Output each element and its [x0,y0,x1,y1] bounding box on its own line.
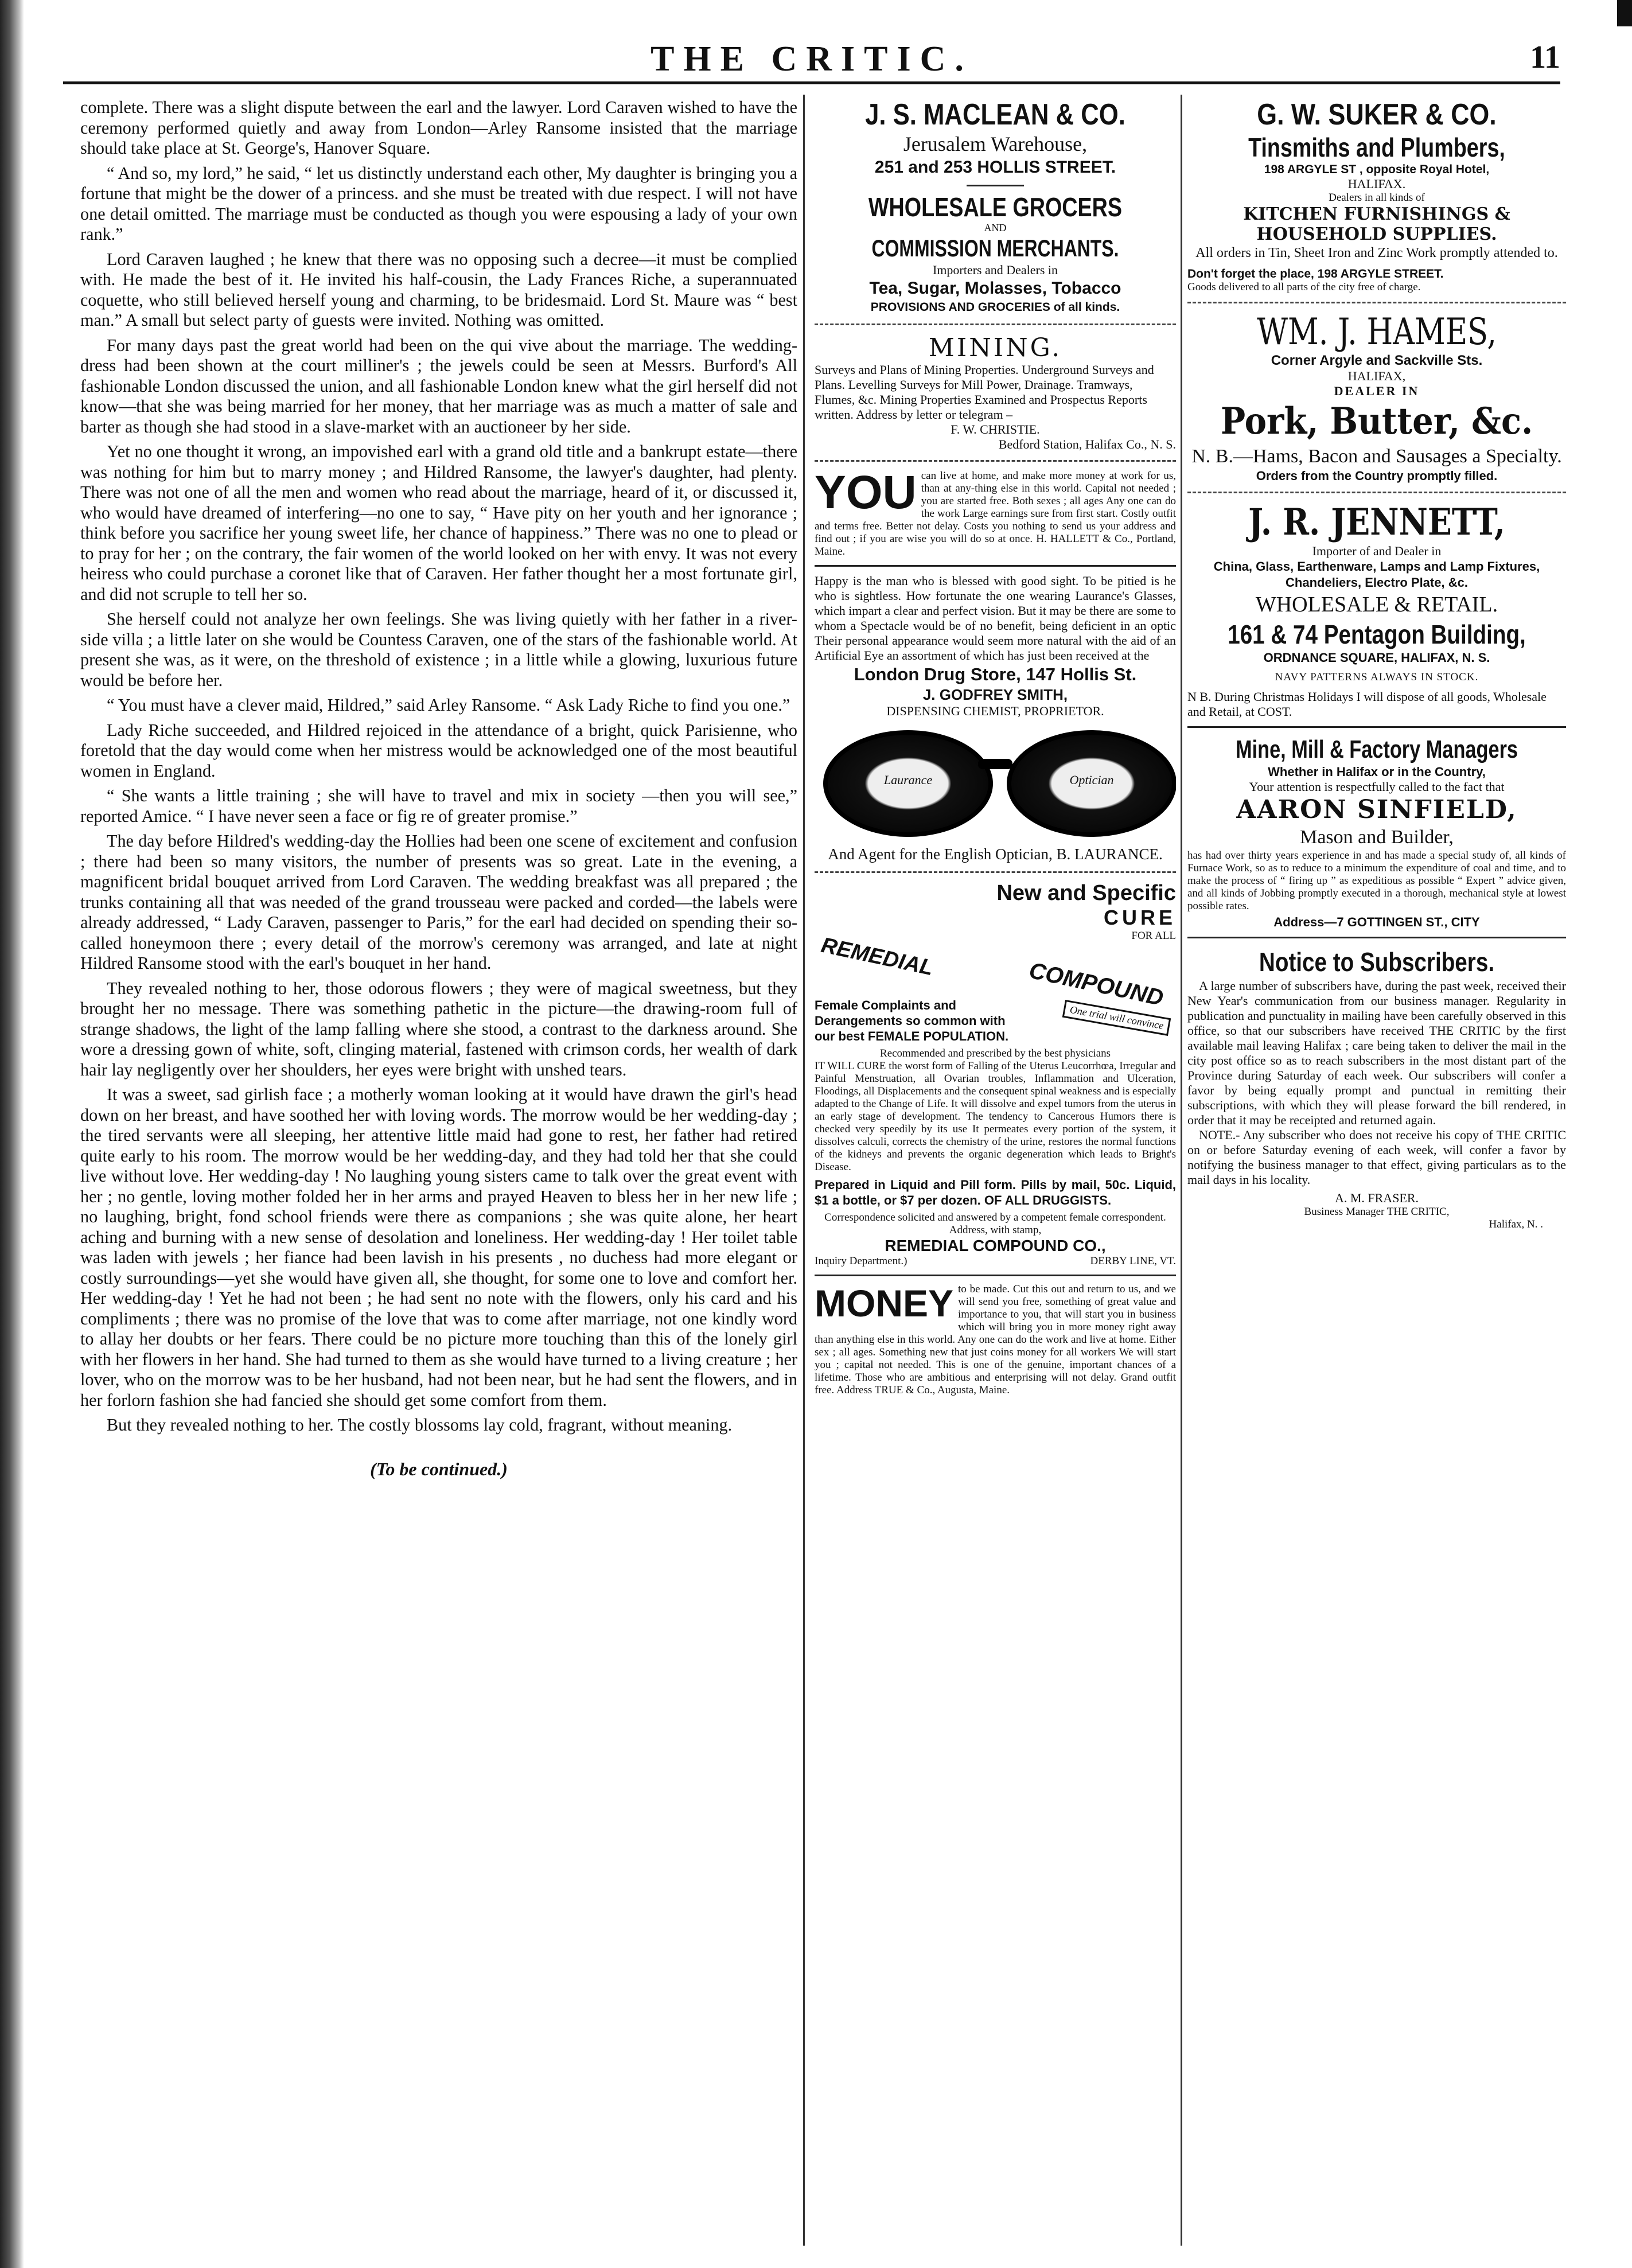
remedial-cure: CURE [1103,906,1176,929]
divider [815,460,1176,462]
eye-icon [1007,730,1176,837]
maclean-line2: COMMISSION MERCHANTS. [871,235,1119,262]
hames-ad [1187,311,1566,484]
jennett-importer: Importer of and Dealer in [1312,544,1442,558]
drug-title: DISPENSING CHEMIST, PROPRIETOR. [886,704,1104,718]
column-rule [803,95,805,2246]
remedial-corr: Correspondence solicited and answered by a competent female correspondent. Address, with stamp, [824,1211,1166,1236]
story-paragraph: The day before Hildred's wedding-day the Hollies had been one scene of excitement and confusion ; there had been so many visitors, the number of presents was so great. Late in the evening, a magnificent bridal bouquet arrived from Lord Caraven. The wedding breakfast was all prepared ; the trunks containing all that was needed of the grand trousseau were packed and corded—the labels were already addressed, “ Lady Caraven, passenger to Paris,” for the earl had decided on spending their so-called honeymoon there ; every detail of the morrow's ceremony was arranged, and late at night Hildred Ransome stood with the earl's bouquet in her hand. [80,831,797,973]
story-paragraph: It was a sweet, sad girlish face ; a motherly woman looking at it would have drawn the girl's head down on her breast, and have soothed her with loving words. The morrow would be her wedding-day ; the tired servants were all sleeping, her attentive little maid had gone to rest, her father had retired quite early to his room. The morrow would be her wedding-day, and they had told her that she could live without love. Her wedding-day ! No laughing young sisters came to talk over the great event with her ; no gentle, loving mother folded her in her arms and prayed Heaven to bless her in her new life ; no laughing, bright, fond school friends were there as companions ; she was quite alone, her heart aching and burning with a new sense of desolation and loneliness. Her wedding-day ! Her toilet table was laden with jewels ; her fiance had been lavish in his presents , no duchess had more elegant or costly surroundings—yet she would have given all, she thought, for some one to love and comfort her. Her wedding-day ! Yet he had not been ; he had sent no note with the flowers, only his card and his compliments ; there was no promise of the love that was to come after marriage, not one kindly word to allay her doubts or her fears. There could be no picture more touching than this of the lonely girl with her flowers in her hand. She had turned to them as she would have turned to a living creature ; her lover, who on the morrow was to be her husband, had not been near, but he had sent the flowers, and in her forlorn fashion she had fancied she should get some comfort from them. [80,1085,797,1410]
notice-place: Halifax, N. . [1489,1218,1543,1230]
story-paragraph: Lady Riche succeeded, and Hildred rejoiced in the attendance of a bright, quick Parisienne, who foretold that the day would come when her mistress would be acknowledged one of the most beautiful women in England. [80,720,797,781]
story-column [80,98,797,2243]
mining-text: Surveys and Plans of Mining Properties. Underground Surveys and Plans. Levelling Surveys for Mill Power, Drainage. Tramways, Flumes, &c. Mining Properties Examined and Prospectus Reports written. Address by letter or telegram – [815,363,1154,422]
drug-agent: And Agent for the English Optician, B. LAURANCE. [828,845,1163,863]
remedial-for-all: FOR ALL [1131,930,1176,942]
ads-column-right [1187,98,1566,2243]
ads-column-middle [815,98,1176,2243]
hames-dealer: DEALER IN [1334,384,1420,398]
notice-signer: A. M. FRASER. [1334,1191,1419,1205]
suker-address: 198 ARGYLE ST , opposite Royal Hotel, [1264,163,1490,176]
money-ad [815,1283,1176,1397]
money-text: to be made. Cut this out and return to us, and we will send you free, something of great value and importance to you, that will start you in business which will bring you in more money right away than anything else in this world. Any one can do the work and live at home. Either sex ; all ages. Something new that just coins money for all workers We will start you ; capital not needed. This is one of the genuine, important chances of a lifetime. Those who are ambitious and enterprising will not delay. Grand outfit free. Address TRUE & Co., Augusta, Maine. [815,1283,1176,1396]
maclean-line1: WHOLESALE GROCERS [868,192,1123,222]
story-paragraph: complete. There was a slight dispute between the earl and the lawyer. Lord Caraven wished to have the ceremony performed quietly and away from London—Arley Ransome insisted that the marriage should take place at St. George's, Hanover Square. [80,98,797,158]
sinfield-trade: Mason and Builder, [1300,827,1454,848]
to-be-continued: (To be continued.) [370,1458,508,1479]
divider [1187,492,1566,493]
sinfield-ad [1187,735,1566,930]
suker-line1: KITCHEN FURNISHINGS & [1243,204,1510,224]
spectacles-illustration [823,724,1167,839]
money-heading: MONEY [815,1283,954,1324]
divider [815,565,1176,567]
remedial-inquiry: Inquiry Department.) [815,1255,907,1267]
remedial-text: IT WILL CURE the worst form of Falling of the Uterus Leucorrhœa, Irregular and Painful Menstruation, all Ovarian troubles, Inflammation and Ulceration, Floodings, all Displacements and the consequent spinal weakness and is especially adapted to the Change of Life. It will dissolve and expel tumors from the uterus in an early stage of development. The tendency to Cancerous Humors there is checked very speedily by its use It permeates every portion of the system, it dissolves calculi, corrects the chemistry of the urine, restores the normal functions of the kidneys and prevents the organic degeneration which leads to Bright's Disease. [815,1060,1176,1173]
sinfield-sub: Whether in Halifax or in the Country, [1268,765,1486,779]
suker-name: G. W. SUKER & CO. [1257,98,1497,131]
hames-pork: Pork, Butter, &c. [1220,400,1533,443]
notice-text: A large number of subscribers have, during the past week, received their New Year's communication from our business manager. Regularity in publication and punctuality in mailing have been carefully observed in this office, so that our subscribers have received THE CRITIC by the first available mail leaving Halifax ; care being taken to deliver the mail in the city post office so as to reach subscribers in the most distant part of the Province during Saturday of each week. Our subscribers will confer a favor by being equally prompt and punctual in remitting their subscriptions, with which they will please forward the bill rendered, in order that it may be receipted and returned again. [1187,979,1566,1127]
maclean-importers: Importers and Dealers in [932,263,1058,277]
compound-word: COMPOUND [1027,957,1166,1011]
hames-name: WM. J. HAMES, [1257,311,1497,353]
mining-ad [815,333,1176,452]
story-paragraph: Lord Caraven laughed ; he knew that there was no opposing such a decree—it must be complied with. He made the best of it. He invited his half-cousin, the Lady Frances Riche, a superannuated coquette, who still believed herself young and charming, to be bridesmaid. Lord St. Maure was “ best man.” A small but select party of guests were invited. Nothing was omitted. [80,249,797,330]
bridge-shape [978,759,1012,769]
remedial-company: REMEDIAL COMPOUND CO., [885,1237,1106,1254]
divider [815,324,1176,325]
suker-line2: HOUSEHOLD SUPPLIES. [1256,224,1497,244]
sinfield-title: Mine, Mill & Factory Managers [1235,735,1518,763]
maclean-goods: Tea, Sugar, Molasses, Tobacco [869,279,1121,298]
page-number: 11 [1530,40,1560,75]
suker-forget: Don't forget the place, 198 ARGYLE STREET. [1187,267,1444,280]
page-header [63,36,1560,84]
eye-label: Optician [1069,773,1114,787]
drug-store: London Drug Store, 147 Hollis St. [854,664,1137,684]
remedial-derby: DERBY LINE, VT. [1090,1255,1176,1267]
divider [1187,302,1566,303]
masthead-title: THE CRITIC. [651,40,973,79]
divider [1187,937,1566,938]
story-paragraph: They revealed nothing to her, those odorous flowers ; they were of magical sweetness, but they brought her no message. There was something pathetic in the picture—the drawing-room full of strange shadows, the light of the lamp falling where she stood, a contrast to the darkness around. She wore a dressing gown of white, soft, clinging material, fastened with crimson cords, her wealth of dark hair lay negligently over her shoulders, her eyes were bright with unshed tears. [80,978,797,1080]
divider [815,871,1176,873]
sinfield-attention: Your attention is respectfully called to the fact that [1249,780,1505,794]
remedial-left: Female Complaints and Derangements so common with our best FEMALE POPULATION. [815,998,1009,1043]
sinfield-name: AARON SINFIELD, [1236,795,1517,824]
maclean-and: AND [984,222,1007,233]
sinfield-address: Address—7 GOTTINGEN ST., CITY [1273,915,1480,929]
jennett-wholesale: WHOLESALE & RETAIL. [1255,593,1498,617]
you-ad [815,470,1176,558]
story-paragraph: For many days past the great world had been on the qui vive about the marriage. The wedding-dress had been shown at the court milliner's ; the jewels could be seen at Messrs. Burford's All fashionable London discussed the union, and all fashionable London knew what the girl herself did not know—that she was being married for her money, that her marriage was as much a matter of sale and barter as though she had stood in a slave-market with an auctioneer by her side. [80,335,797,437]
remedial-ad [815,881,1176,1268]
remedial-new: New and Specific [996,881,1176,905]
story-paragraph: But they revealed nothing to her. The costly blossoms lay cold, fragrant, without meaning. [107,1415,733,1435]
story-paragraph: Yet no one thought it wrong, an impovished earl with a grand old title and a bankrupt estate—there was nothing for him but to marry money ; and Hildred Ransome, the lawyer's daughter, had plenty. There was not one of all the men and women who read about the marriage, heard of it, or discussed it, who would have dreamed of interfering—no one to say, “ Have pity on her youth and her ignorance ; think before you sacrifice her young sweet life, her chance of happiness.” There was no one to plead or to pray for her ; on the contrary, the fair women of the world looked on her with envy. It was not every heiress who could purchase a coronet like that of Caraven. Her father thought her a most fortunate girl, and did not scruple to tell her so. [80,442,797,604]
eye-icon [823,730,993,837]
jennett-name: J. R. JENNETT, [1248,501,1505,544]
divider [815,1275,1176,1276]
remedial-recommended: Recommended and prescribed by the best physicians [879,1047,1111,1059]
notice-title: Notice to Subscribers. [1259,947,1495,977]
story-paragraph: “ You must have a clever maid, Hildred,” said Arley Ransome. “ Ask Lady Riche to find you one.” [107,695,790,715]
story-paragraph: She herself could not analyze her own feelings. She was living quietly with her father in a river-side villa ; a little later on she would be Countess Caraven, one of the stars of the fashionable world. At present she was, as it were, on the threshold of existence ; in a little while a glowing, luxurious future would be before her. [80,609,797,690]
you-heading: YOU [815,470,917,519]
mining-title: MINING. [928,333,1062,363]
jennett-goods: China, Glass, Earthenware, Lamps and Lamp Fixtures, Chandeliers, Electro Plate, &c. [1213,559,1540,590]
suker-sub: Tinsmiths and Plumbers, [1248,133,1505,162]
hames-city: HALIFAX, [1347,369,1406,383]
you-text: can live at home, and make more money at work for us, than at any-thing else in this world. Capital not needed ; you are started free. Both sexes ; all ages Any one can do the work Large earnings sure from first start. Costly outfit and terms free. Better not delay. Costs you nothing to send us your address and find out ; if you are wise you will do so at once. H. HALLETT & Co., Portland, Maine. [815,470,1176,558]
remedial-prepared: Prepared in Liquid and Pill form. Pills by mail, 50c. Liquid, $1 a bottle, or $7 per dozen. OF ALL DRUGGISTS. [815,1178,1176,1207]
story-paragraph: “ And so, my lord,” he said, “ let us distinctly understand each other, My daughter is bringing you a fortune that might be the dower of a princess. and she must be treated with due respect. I will not have one detail omitted. The marriage must be conducted as though you were espousing a lady of your own rank.” [80,163,797,244]
drug-text: Happy is the man who is blessed with good sight. To be pitied is he who is sightless. How fortunate the one wearing Laurance's Glasses, which impart a clear and perfect vision. But it may be there are some to whom a Spectacle would be of no benefit, being deficient in an optic Their personal appearance would seem more natural with the aid of an Artificial Eye an assortment of which has just been received at the [815,574,1176,663]
maclean-sub: Jerusalem Warehouse, [903,133,1088,155]
notice-ad [1187,945,1566,1231]
jennett-nb: N B. During Christmas Holidays I will dispose of all goods, Wholesale and Retail, at COST. [1187,689,1547,719]
scan-edge [0,0,24,2268]
jennett-patterns: NAVY PATTERNS ALWAYS IN STOCK. [1275,671,1479,683]
suker-dealers: Dealers in all kinds of [1329,192,1425,204]
jennett-building: 161 & 74 Pentagon Building, [1228,619,1526,649]
eye-label: Laurance [883,773,933,787]
drug-store-ad [815,574,1176,863]
suker-orders: All orders in Tin, Sheet Iron and Zinc Work promptly attended to. [1195,245,1558,260]
remedial-word: REMEDIAL [819,933,936,981]
hames-orders: Orders from the Country promptly filled. [1256,469,1498,483]
story-paragraph: “ She wants a little training ; she will have to travel and mix in society —then you will see,” reported Amice. “ I have never seen a face or fig re of greater promise.” [80,786,797,826]
suker-city: HALIFAX. [1347,177,1406,191]
scan-corner [1617,0,1632,26]
maclean-address: 251 and 253 HOLLIS STREET. [874,158,1116,177]
divider [967,185,1024,186]
notice-note: NOTE.- Any subscriber who does not receive his copy of THE CRITIC on or before Saturday evening of each week, will confer a favor by notifying the business manager to that effect, giving particulars as to the mail days in his locality. [1187,1128,1566,1187]
jennett-square: ORDNANCE SQUARE, HALIFAX, N. S. [1263,650,1490,665]
hames-nb: N. B.—Hams, Bacon and Sausages a Specialty. [1191,446,1562,467]
maclean-provisions: PROVISIONS AND GROCERIES of all kinds. [870,301,1120,314]
mining-place: Bedford Station, Halifax Co., N. S. [998,437,1176,451]
drug-name: J. GODFREY SMITH, [922,686,1068,703]
suker-ad [1187,98,1566,294]
divider [1187,726,1566,728]
maclean-ad [815,98,1176,315]
notice-role: Business Manager THE CRITIC, [1304,1206,1450,1218]
column-rule [1181,95,1182,2246]
mining-name: F. W. CHRISTIE. [951,422,1040,437]
maclean-name: J. S. MACLEAN & CO. [865,98,1125,131]
trial-box: One trial will convince [1062,1000,1171,1036]
jennett-ad [1187,501,1566,719]
suker-goods: Goods delivered to all parts of the city free of charge. [1187,281,1421,293]
hames-corner: Corner Argyle and Sackville Sts. [1271,353,1483,368]
sinfield-text: has had over thirty years experience in and has made a special study of, all kinds of Furnace Work, so as to reduce to a minimum the expenditure of coal and time, and to make the process of “ firing up ” as expeditious as possible “ Expert ” advice given, and all kinds of Jobbing promptly executed in a thorough, mechanical style at lowest possible rates. [1187,849,1566,912]
